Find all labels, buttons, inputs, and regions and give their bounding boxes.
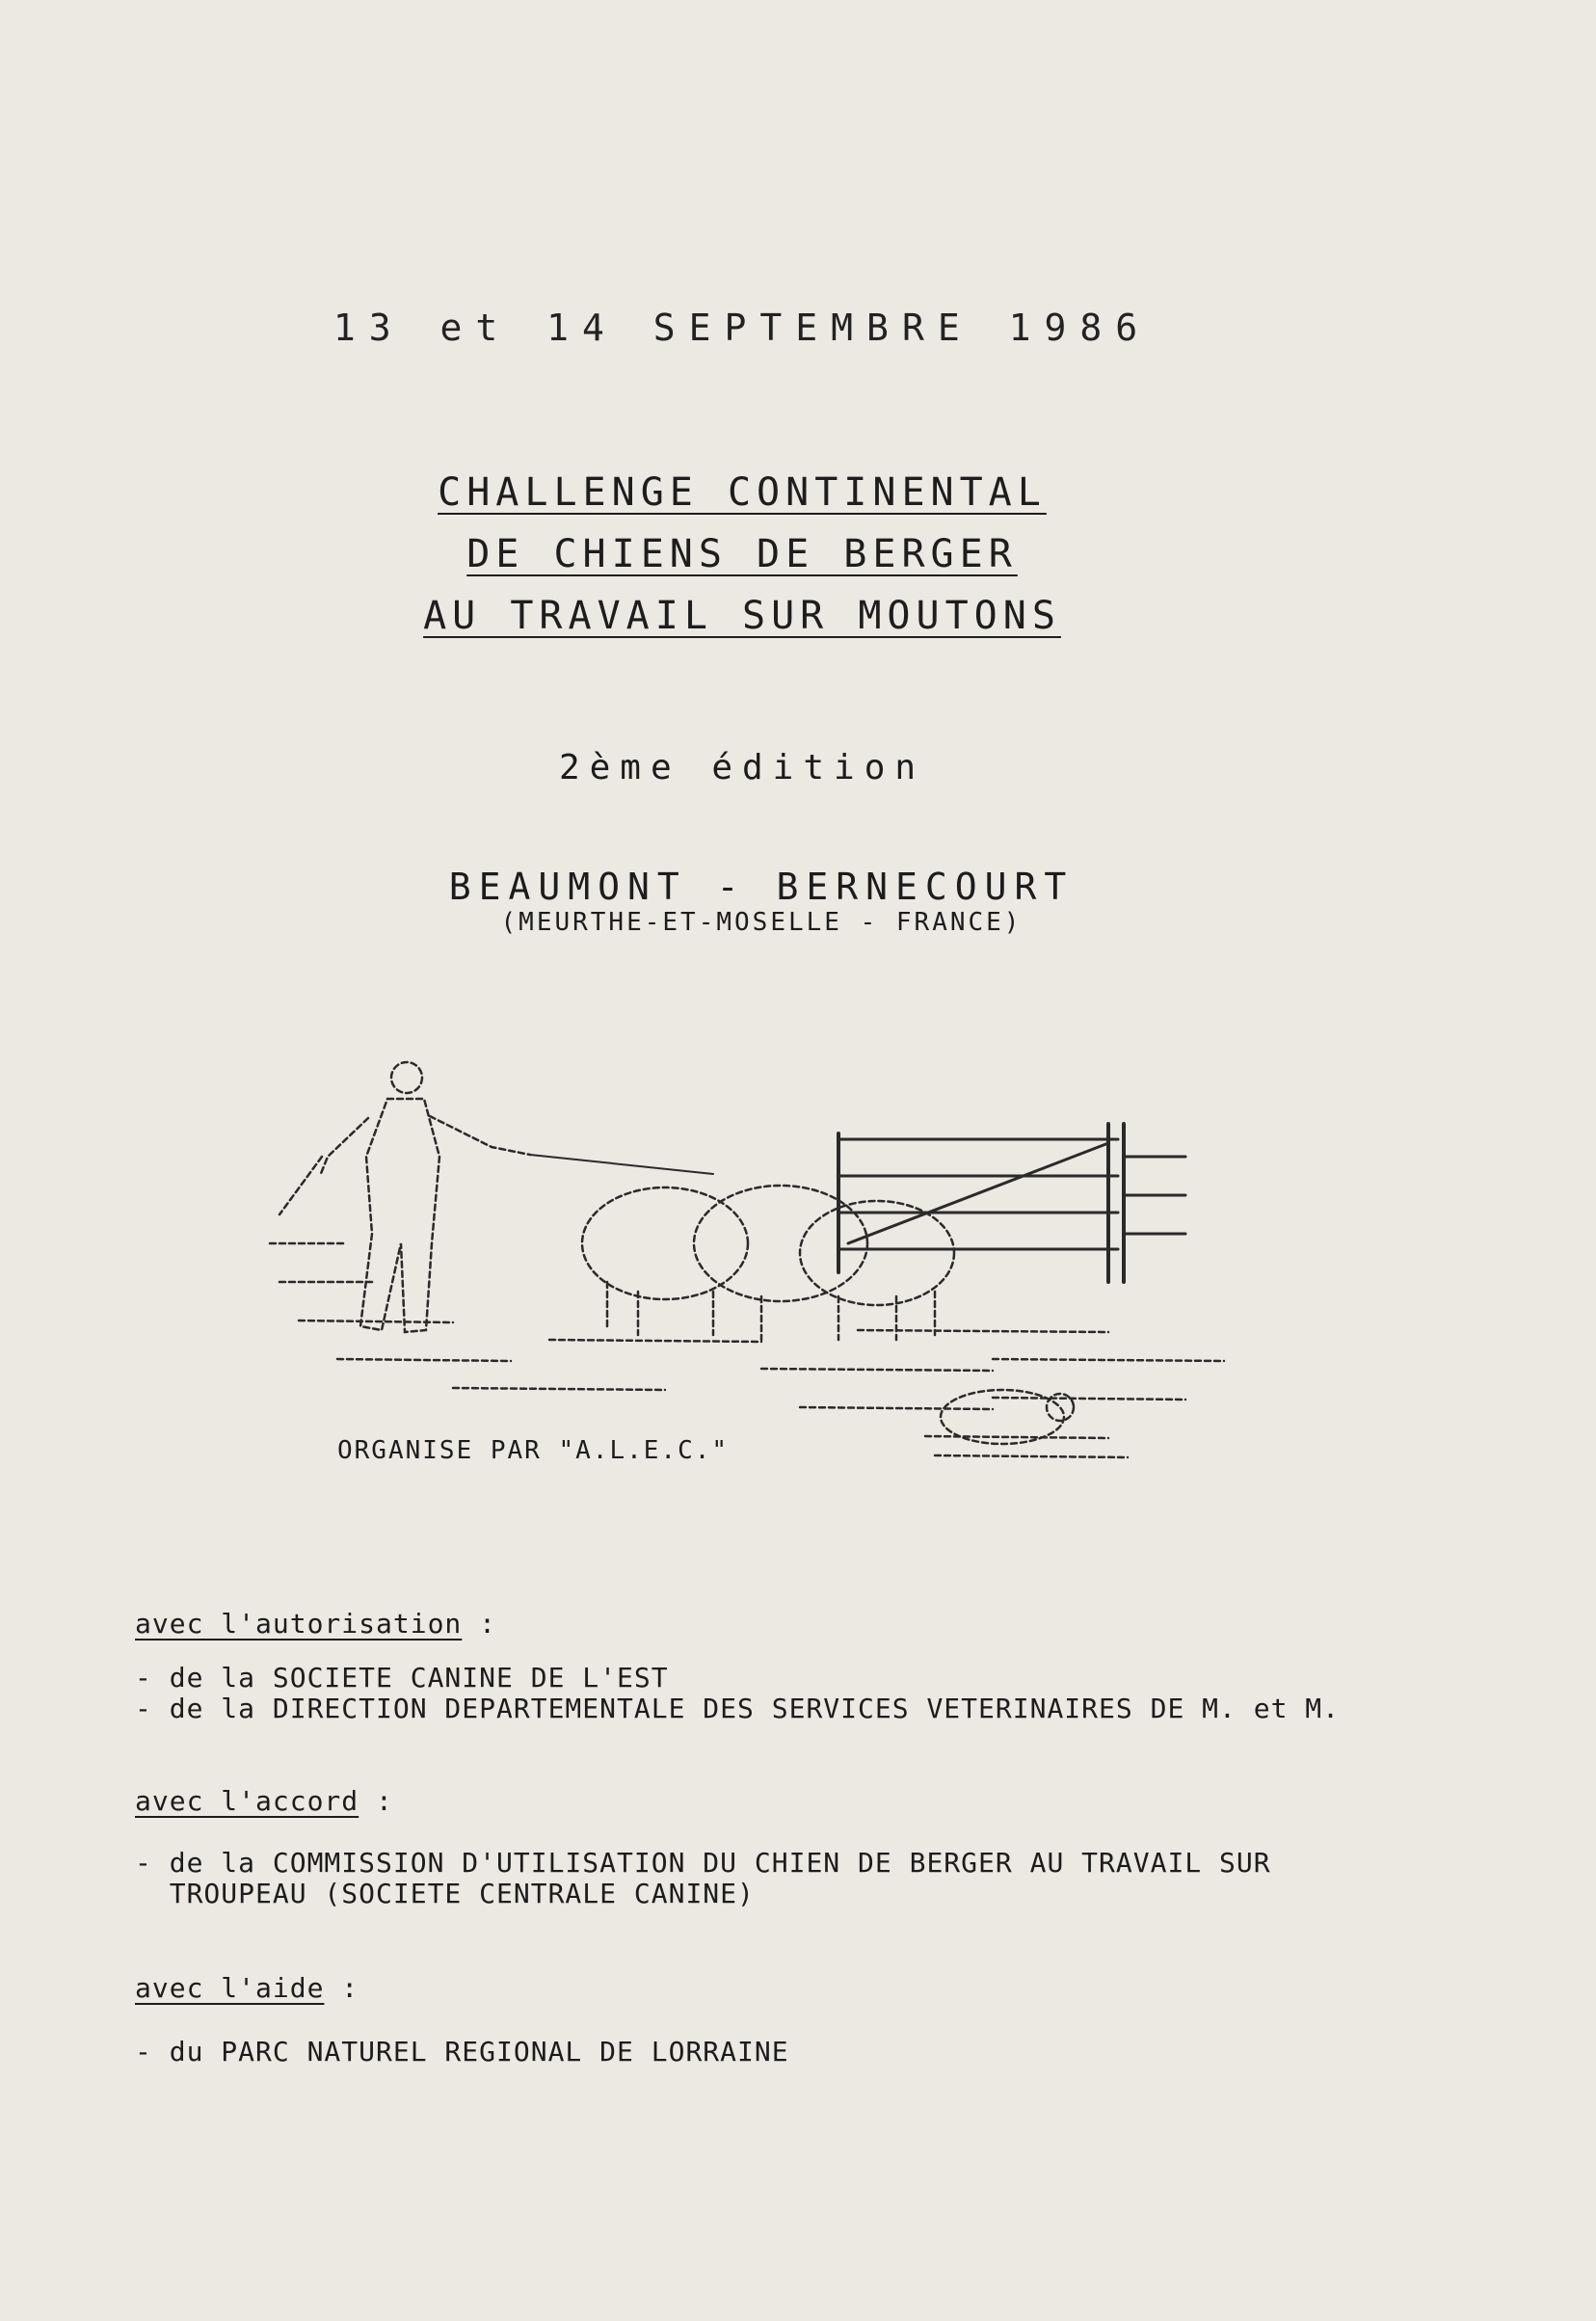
autorisation-item-2: - de la DIRECTION DEPARTEMENTALE DES SERVICES VETERINAIRES DE M. et M.	[135, 1693, 1341, 1724]
section-autorisation-heading: avec l'autorisation :	[135, 1608, 497, 1640]
aide-item-1: - du PARC NATUREL REGIONAL DE LORRAINE	[135, 2036, 789, 2068]
shepherd-sheep-dog-illustration-icon	[260, 1051, 1243, 1475]
event-place: BEAUMONT - BERNECOURT	[448, 866, 1075, 908]
section-aide-heading: avec l'aide :	[135, 1972, 359, 2004]
title-line-2: DE CHIENS DE BERGER	[466, 532, 1018, 576]
event-date: 13 et 14 SEPTEMBRE 1986	[332, 307, 1152, 349]
organiser: ORGANISE PAR "A.L.E.C."	[337, 1436, 730, 1465]
accord-item-2: TROUPEAU (SOCIETE CENTRALE CANINE)	[135, 1878, 755, 1909]
title-line-3: AU TRAVAIL SUR MOUTONS	[423, 594, 1061, 638]
title-line-1: CHALLENGE CONTINENTAL	[438, 470, 1047, 515]
accord-item-1: - de la COMMISSION D'UTILISATION DU CHIEN DE BERGER AU TRAVAIL SUR	[135, 1847, 1271, 1879]
section-accord-heading: avec l'accord :	[135, 1785, 393, 1817]
event-region: (MEURTHE-ET-MOSELLE - FRANCE)	[500, 908, 1023, 937]
edition: 2ème édition	[558, 748, 926, 787]
autorisation-item-1: - de la SOCIETE CANINE DE L'EST	[135, 1662, 669, 1694]
